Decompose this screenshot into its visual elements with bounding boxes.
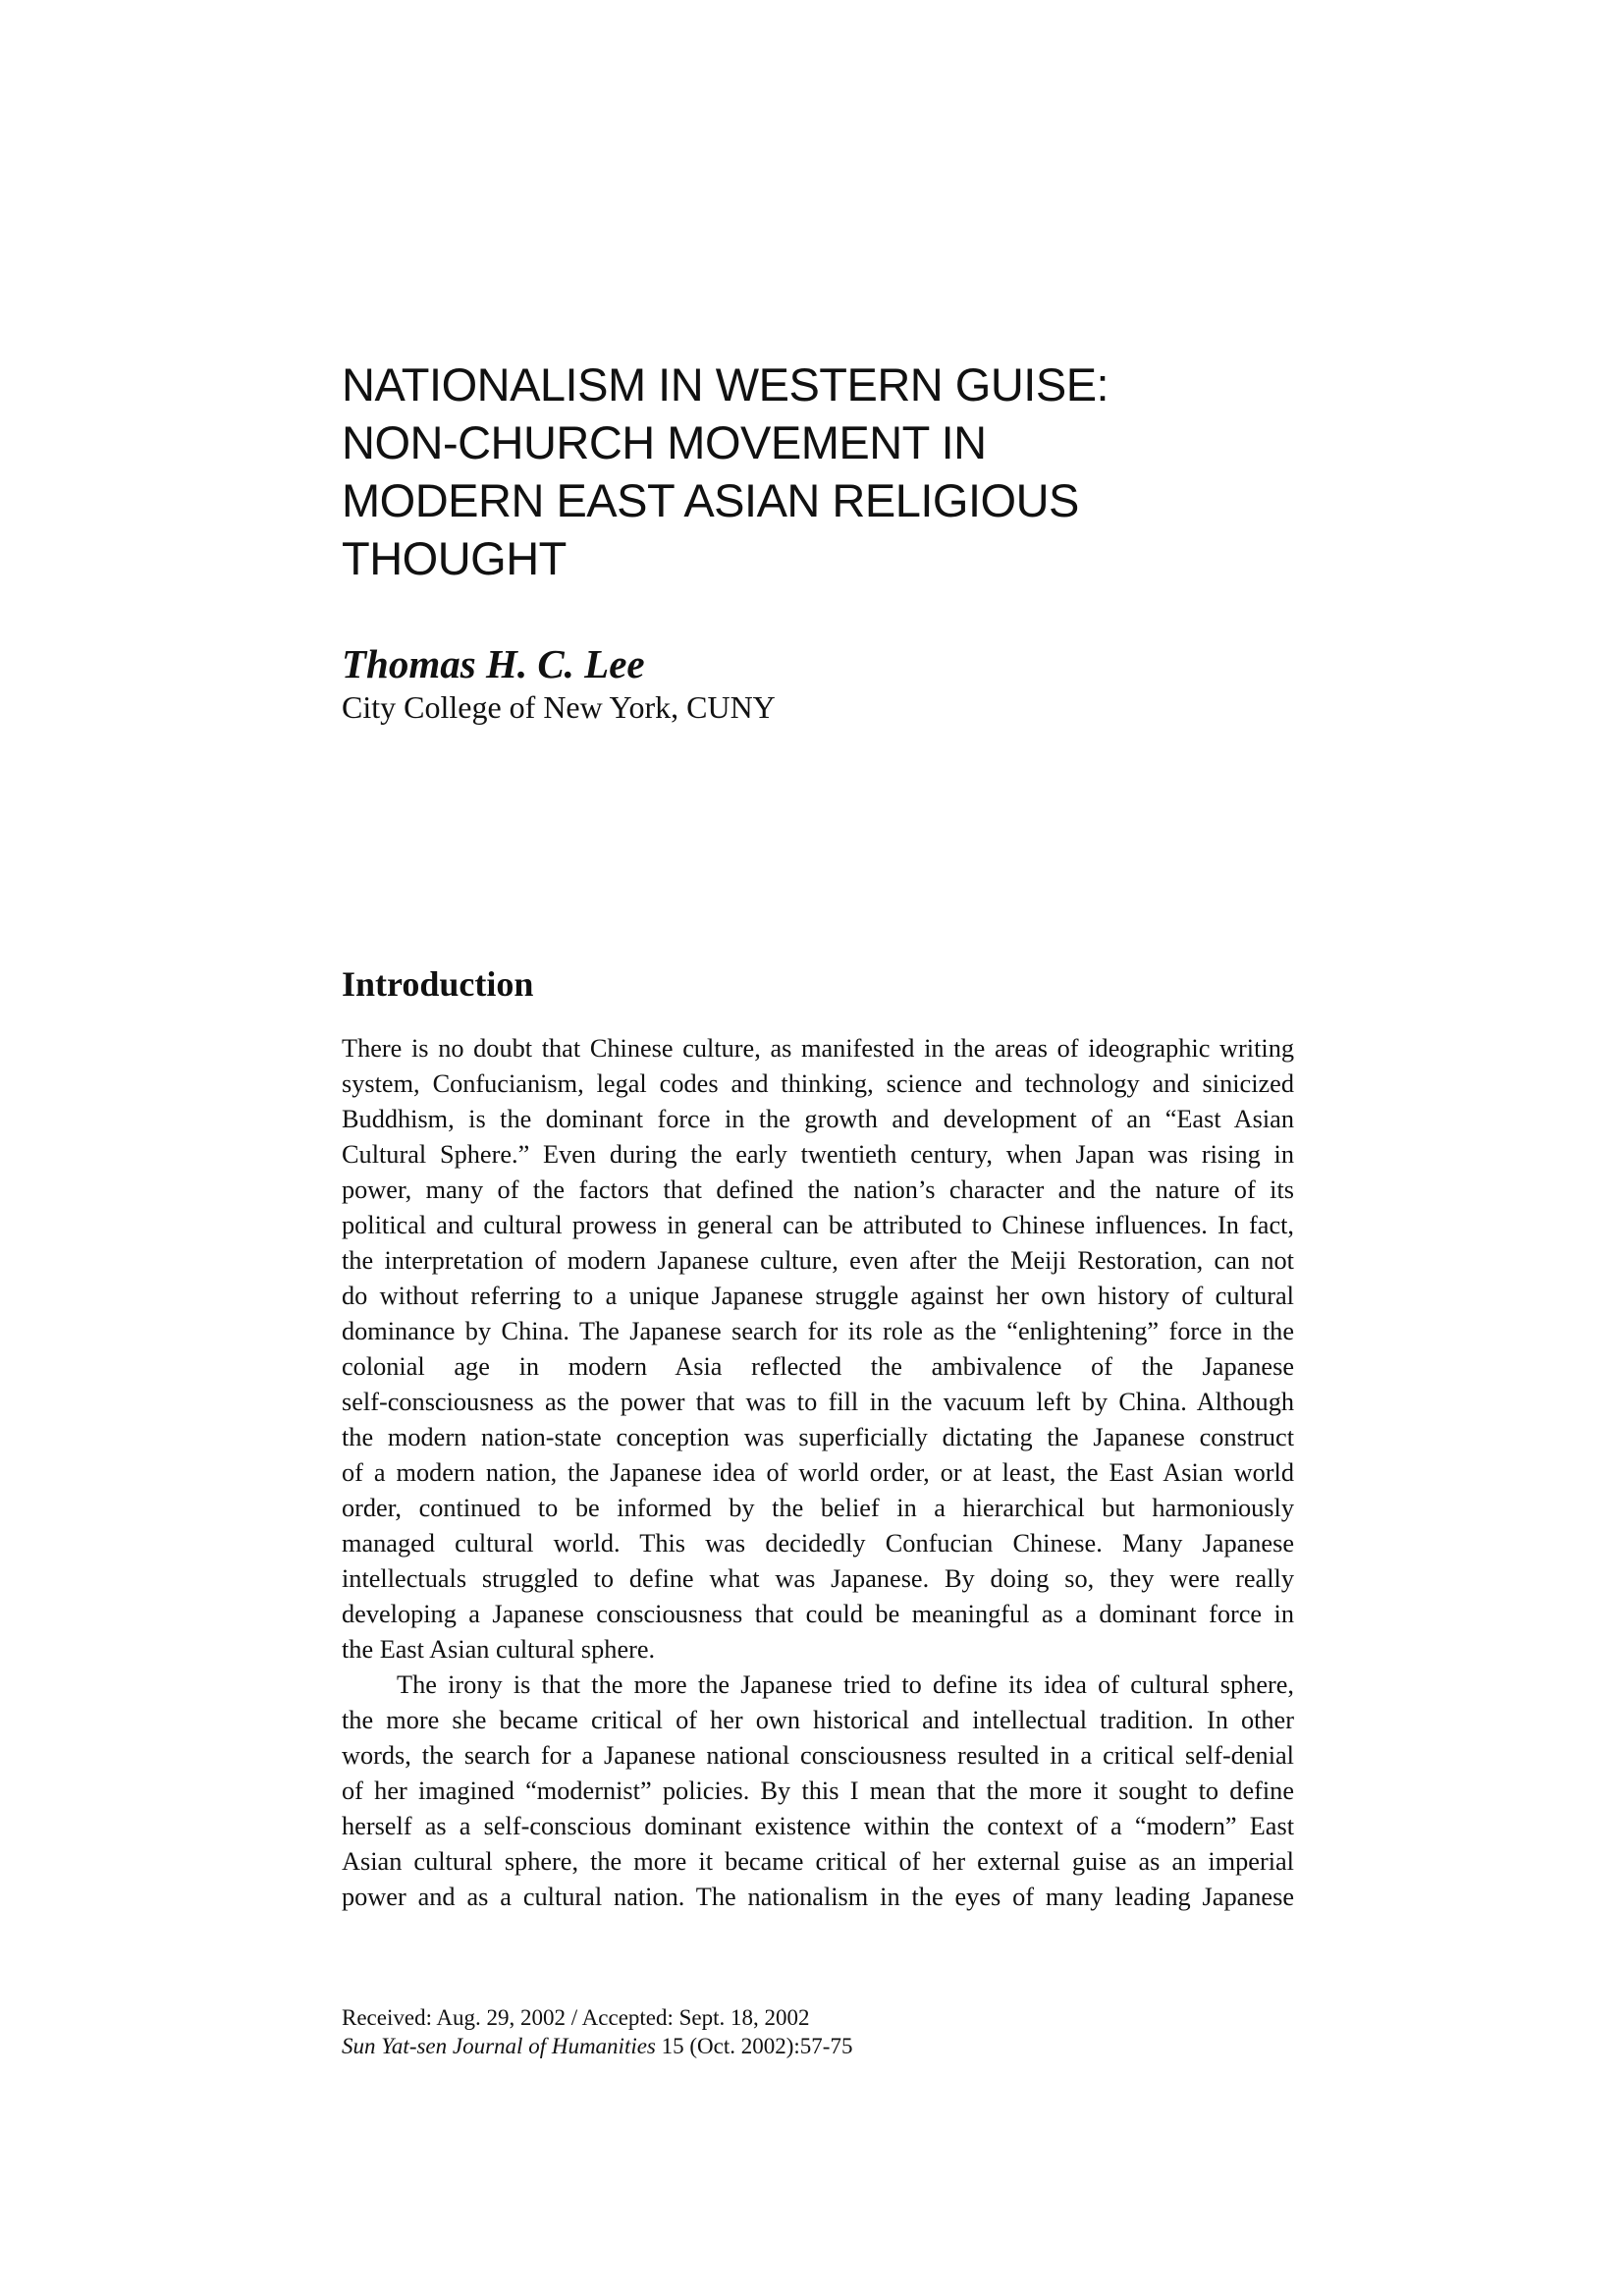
journal-issue: 15 (Oct. 2002):57-75 [655,2034,853,2058]
publication-footer [342,2003,852,2060]
paragraph-1 [342,1031,1294,1667]
text-line: the modern nation-state conception was superficially dictating the Japanese construct [342,1423,1294,1451]
text-line: power, many of the factors that defined the nation’s character and the nature of its [342,1175,1294,1204]
text-line: herself as a self-conscious dominant existence within the context of a “modern” East [342,1812,1294,1840]
journal-name: Sun Yat-sen Journal of Humanities [342,2034,656,2058]
text-line: There is no doubt that Chinese culture, as manifested in the areas of ideographic writing [342,1034,1294,1063]
received-accepted-dates: Received: Aug. 29, 2002 / Accepted: Sept. 18, 2002 [342,2005,810,2030]
text-line: order, continued to be informed by the belief in a hierarchical but harmoniously [342,1494,1294,1522]
text-line: managed cultural world. This was decidedly Confucian Chinese. Many Japanese [342,1529,1294,1558]
text-line: power and as a cultural nation. The nationalism in the eyes of many leading Japanese [342,1883,1294,1911]
title-line: NON-CHURCH MOVEMENT IN [342,416,987,468]
title-line: NATIONALISM IN WESTERN GUISE: [342,358,1109,410]
text-line: self-consciousness as the power that was to fill in the vacuum left by China. Although [342,1388,1294,1416]
section-heading: Introduction [342,964,534,1004]
text-line: Cultural Sphere.” Even during the early twentieth century, when Japan was rising in [342,1140,1294,1169]
body-text [342,1031,1294,1915]
text-line: Buddhism, is the dominant force in the growth and development of an “East Asian [342,1105,1294,1133]
text-line: The irony is that the more the Japanese tried to define its idea of cultural sphere, [397,1670,1294,1699]
text-line: do without referring to a unique Japanese struggle against her own history of cultural [342,1282,1294,1310]
text-line: dominance by China. The Japanese search for its role as the “enlightening” force in the [342,1317,1294,1345]
text-line: of her imagined “modernist” policies. By this I mean that the more it sought to define [342,1777,1294,1805]
text-line: system, Confucianism, legal codes and thinking, science and technology and sinicized [342,1069,1294,1098]
text-line: political and cultural prowess in general can be attributed to Chinese influences. In fact, [342,1211,1294,1239]
article-title [342,355,1324,587]
author-name: Thomas H. C. Lee [342,641,645,686]
text-line: developing a Japanese consciousness that could be meaningful as a dominant force in [342,1600,1294,1628]
text-line: the East Asian cultural sphere. [342,1635,656,1664]
journal-citation [342,2032,852,2060]
text-line: Asian cultural sphere, the more it became critical of her external guise as an imperial [342,1847,1294,1876]
text-line: the more she became critical of her own historical and intellectual tradition. In other [342,1706,1294,1734]
author-affiliation: City College of New York, CUNY [342,689,776,725]
text-line: the interpretation of modern Japanese culture, even after the Meiji Restoration, can not [342,1246,1294,1275]
text-line: intellectuals struggled to define what was Japanese. By doing so, they were really [342,1564,1294,1593]
text-line: colonial age in modern Asia reflected the ambivalence of the Japanese [342,1352,1294,1381]
title-line: THOUGHT [342,532,567,584]
paragraph-2 [342,1667,1294,1915]
text-line: of a modern nation, the Japanese idea of world order, or at least, the East Asian world [342,1458,1294,1487]
text-line: words, the search for a Japanese national consciousness resulted in a critical self-denial [342,1741,1294,1770]
title-line: MODERN EAST ASIAN RELIGIOUS [342,474,1079,526]
